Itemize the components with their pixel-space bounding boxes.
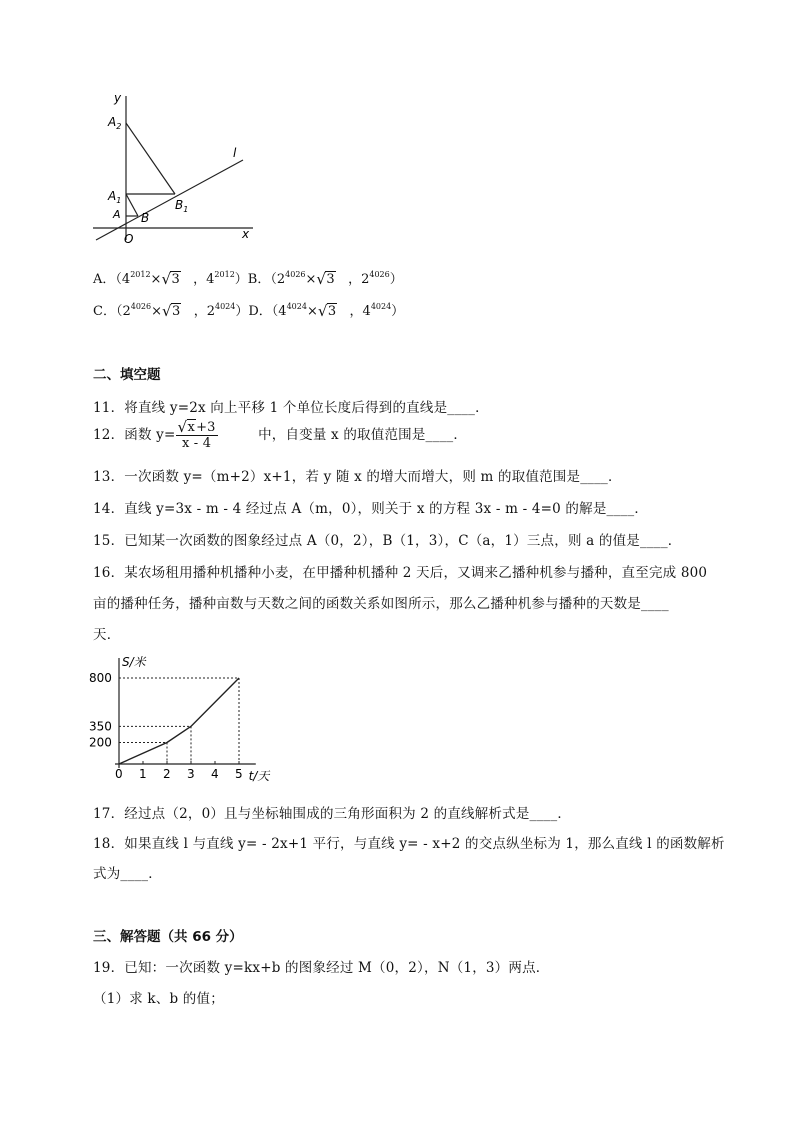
x-axis-label: t/天 xyxy=(248,769,270,783)
point-b1-label: $B_1$ xyxy=(175,198,189,214)
sowing-chart xyxy=(88,650,288,790)
question-19: 19．已知：一次函数 y=kx+b 的图象经过 M（0，2），N（1，3）两点． xyxy=(93,960,550,976)
option-c-letter: C． xyxy=(93,304,116,319)
y-tick-label: 800 xyxy=(89,671,112,685)
question-16-line-2: 亩的播种任务，播种亩数与天数之间的函数关系如图所示，那么乙播种机参与播种的天数是____ xyxy=(93,596,669,612)
point-a2-label: $A_2$ xyxy=(108,115,122,131)
question-17: 17．经过点（2，0）且与坐标轴围成的三角形面积为 2 的直线解析式是____． xyxy=(93,806,572,822)
geometry-figure xyxy=(93,88,263,248)
question-11: 11．将直线 y=2x 向上平移 1 个单位长度后得到的直线是____． xyxy=(93,400,489,416)
option-a-letter: A． xyxy=(93,272,116,287)
x-tick-label: 0 xyxy=(115,767,123,781)
section-heading-answer: 三、解答题（共 66 分） xyxy=(93,929,243,945)
x-tick-label: 2 xyxy=(163,767,171,781)
question-14: 14．直线 y=3x - m - 4 经过点 A（m，0），则关于 x 的方程 3x - m - 4=0 的解是____． xyxy=(93,501,649,517)
x-tick-label: 5 xyxy=(235,767,243,781)
section-heading-fill-in: 二、填空题 xyxy=(93,367,161,383)
point-a1-label: $A_1$ xyxy=(108,189,122,205)
x-tick-label: 1 xyxy=(139,767,147,781)
y-tick-label: 200 xyxy=(89,735,112,750)
y-axis-label: y xyxy=(114,91,122,105)
x-tick-label: 3 xyxy=(187,767,195,781)
question-19-part-1: （1）求 k、b 的值； xyxy=(93,991,224,1007)
x-tick-label: 4 xyxy=(211,767,219,781)
option-row-ab: A．（$4^{2012}\times$ √ 3 ，$4^{2012})B$．（$2^{4026}\times$ √ 3 ，$2^{4026}$） xyxy=(93,270,403,288)
question-16-line-3: 天． xyxy=(93,627,121,643)
line-l-label: l xyxy=(233,146,237,160)
y-axis-label: S/米 xyxy=(122,655,146,669)
question-16-line-1: 16．某农场租用播种机播种小麦，在甲播种机播种 2 天后，又调来乙播种机参与播种，直至完成 800 xyxy=(93,565,708,581)
origin-label: O xyxy=(124,232,134,246)
question-15: 15．已知某一次函数的图象经过点 A（0，2），B（1，3），C（a，1）三点，则 a 的值是____． xyxy=(93,533,682,549)
point-b-label: B xyxy=(141,211,150,225)
option-row-cd: C．（$2^{4026}\times$ √ 3 ，$2^{4024})D$．（$4^{4024}\times$ √ 3 ，$4^{4024}$） xyxy=(93,302,405,320)
question-12: 12．函数 y= √ x+3 x - 4 中，自变量 x 的取值范围是____． xyxy=(93,418,468,451)
x-axis-label: x xyxy=(242,227,250,241)
question-18-line-2: 式为____． xyxy=(93,866,162,882)
y-tick-label: 350 xyxy=(89,719,112,734)
q12-fraction: √ x+3 x - 4 xyxy=(177,418,216,451)
point-a-label: A xyxy=(113,208,121,221)
question-18-line-1: 18．如果直线 l 与直线 y= - 2x+1 平行，与直线 y= - x+2 的交点纵坐标为 1，那么直线 l 的函数解析 xyxy=(93,836,725,852)
series-line xyxy=(119,678,239,764)
question-13: 13．一次函数 y=（m+2）x+1，若 y 随 x 的增大而增大，则 m 的取值范围是____． xyxy=(93,469,622,485)
